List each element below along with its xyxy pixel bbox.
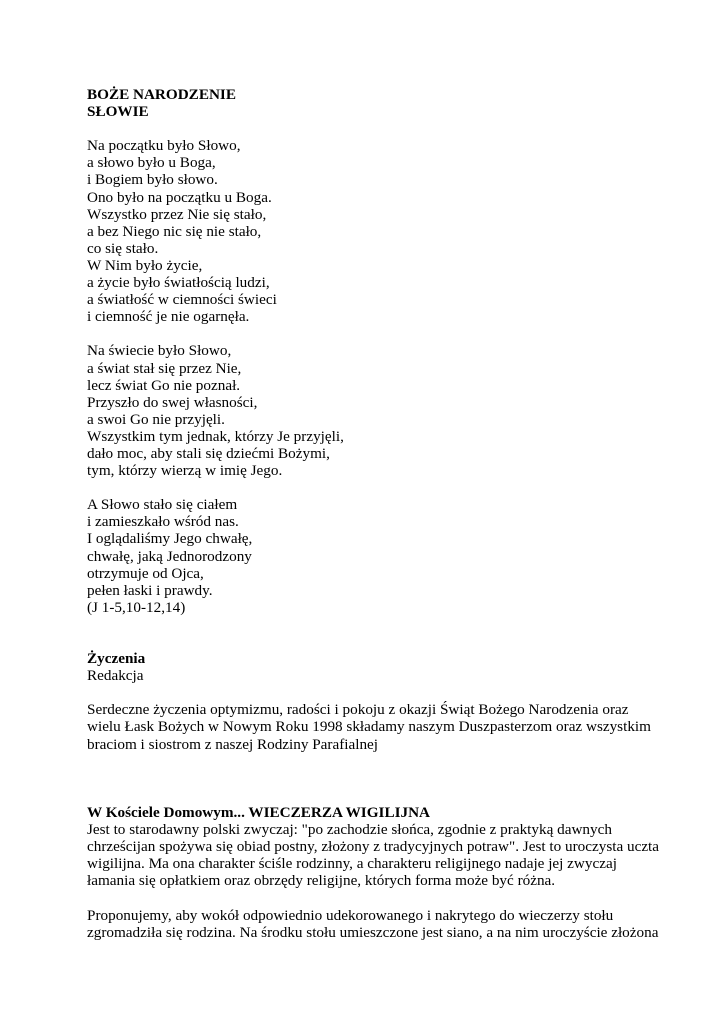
- supper-paragraph-2: [87, 907, 687, 941]
- paragraph-line: Proponujemy, aby wokół odpowiednio udekorowanego i nakrytego do wieczerzy stołu: [87, 906, 614, 924]
- poem-line: lecz świat Go nie poznał.: [87, 376, 241, 394]
- title-line-1: BOŻE NARODZENIE: [87, 86, 236, 103]
- poem-line: Na świecie było Słowo,: [87, 342, 232, 360]
- poem-line: i ciemność je nie ogarnęła.: [87, 308, 250, 326]
- poem-line: a swoi Go nie przyjęli.: [87, 410, 225, 428]
- paragraph-line: braciom i siostrom z naszej Rodziny Parafialnej: [87, 735, 379, 753]
- poem-stanza-1: [87, 137, 687, 325]
- poem-line: i Bogiem było słowo.: [87, 171, 218, 189]
- wishes-paragraph: [87, 701, 687, 752]
- blank-line: [87, 633, 687, 650]
- poem-line: Na początku było Słowo,: [87, 137, 241, 155]
- poem-line: Wszystkim tym jednak, którzy Je przyjęli,: [87, 427, 344, 445]
- poem-line: Wszystko przez Nie się stało,: [87, 205, 267, 223]
- poem-line: a słowo było u Boga,: [87, 154, 216, 172]
- wishes-author: Redakcja: [87, 667, 144, 685]
- poem-line: I oglądaliśmy Jego chwałę,: [87, 530, 253, 548]
- blank-line: [87, 787, 687, 804]
- poem-citation: (J 1-5,10-12,14): [87, 598, 186, 616]
- poem-line: tym, którzy wierzą w imię Jego.: [87, 462, 283, 480]
- paragraph-line: zgromadziła się rodzina. Na środku stołu umieszczone jest siano, a na nim uroczyście złożona: [87, 923, 659, 941]
- poem-line: Przyszło do swej własności,: [87, 393, 258, 411]
- poem-line: chwałę, jaką Jednorodzony: [87, 547, 252, 565]
- paragraph-line: Serdeczne życzenia optymizmu, radości i pokoju z okazji Świąt Bożego Narodzenia oraz: [87, 701, 629, 719]
- paragraph-line: Jest to starodawny polski zwyczaj: "po zachodzie słońca, zgodnie z praktyką dawnych: [87, 821, 612, 839]
- poem-line: co się stało.: [87, 239, 159, 257]
- paragraph-line: wigilijna. Ma ona charakter ściśle rodzinny, a charakteru religijnego nadaje jej zwyczaj: [87, 855, 617, 873]
- blank-line: [87, 753, 687, 770]
- supper-paragraph-1: [87, 821, 687, 889]
- paragraph-line: łamania się opłatkiem oraz obrzędy religijne, których forma może być różna.: [87, 872, 556, 890]
- poem-line: a życie było światłością ludzi,: [87, 274, 270, 292]
- document-page: [87, 86, 687, 941]
- title-line-2: SŁOWIE: [87, 103, 149, 121]
- paragraph-line: chrześcijan spożywa się obiad postny, złożony z tradycyjnych potraw". Jest to uroczysta uczta: [87, 838, 660, 856]
- poem-line: A Słowo stało się ciałem: [87, 496, 238, 514]
- poem-line: W Nim było życie,: [87, 256, 203, 274]
- poem-line: a światłość w ciemności świeci: [87, 291, 277, 309]
- blank-line: [87, 120, 687, 137]
- poem-line: a bez Niego nic się nie stało,: [87, 222, 262, 240]
- blank-line: [87, 479, 687, 496]
- poem-stanza-2: [87, 342, 687, 479]
- blank-line: [87, 889, 687, 906]
- blank-line: [87, 325, 687, 342]
- poem-line: dało moc, aby stali się dziećmi Bożymi,: [87, 444, 330, 462]
- poem-line: otrzymuje od Ojca,: [87, 564, 204, 582]
- wishes-title: Życzenia: [87, 650, 146, 668]
- poem-line: a świat stał się przez Nie,: [87, 359, 242, 377]
- paragraph-line: wielu Łask Bożych w Nowym Roku 1998 składamy naszym Duszpasterzom oraz wszystkim: [87, 718, 651, 736]
- blank-line: [87, 616, 687, 633]
- supper-title: W Kościele Domowym... WIECZERZA WIGILIJNA: [87, 803, 431, 821]
- poem-line: Ono było na początku u Boga.: [87, 188, 272, 206]
- blank-line: [87, 770, 687, 787]
- poem-line: pełen łaski i prawdy.: [87, 581, 213, 599]
- blank-line: [87, 684, 687, 701]
- poem-stanza-3: [87, 496, 687, 616]
- poem-line: i zamieszkało wśród nas.: [87, 513, 239, 531]
